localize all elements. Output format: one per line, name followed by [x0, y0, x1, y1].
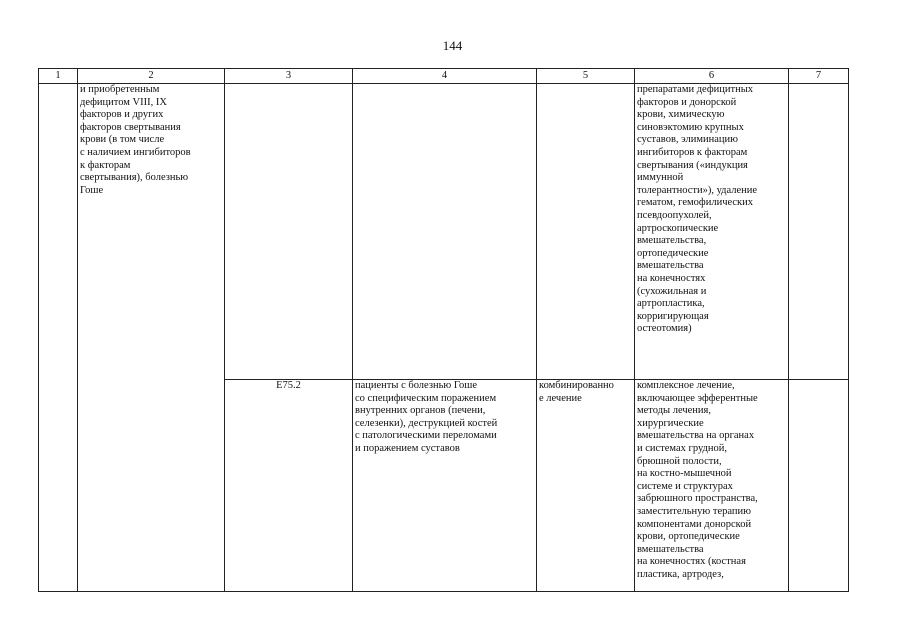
row-2-col-3: E75.2: [225, 380, 353, 592]
row-1-col-4: [353, 84, 537, 380]
row-1-col-6: препаратами дефицитных факторов и донорской крови, химическую синовэктомию крупных суставов, элиминацию ингибиторов к факторам свертывания («индукция иммунной толерантности»), удаление гематом, гемофилических псевдоопухолей, артроскопические вмешательства, ортопедические вмешательства на конечностях (сухожильная и артропластика, корригирующая остеотомия): [635, 84, 789, 380]
row-1-col-1: [39, 84, 78, 592]
header-col-7: 7: [789, 69, 849, 84]
row-2-col-5: комбинированно е лечение: [537, 380, 635, 592]
row-2-col-7: [789, 380, 849, 592]
row-1-col-3: [225, 84, 353, 380]
header-col-5: 5: [537, 69, 635, 84]
header-col-1: 1: [39, 69, 78, 84]
row-1-col-2: и приобретенным дефицитом VIII, IX факторов и других факторов свертывания крови (в том числе с наличием ингибиторов к факторам свертывания), болезнью Гоше: [78, 84, 225, 592]
document-table: [38, 68, 849, 592]
row-2-col-4: пациенты с болезнью Гоше со специфическим поражением внутренних органов (печени, селезенки), деструкцией костей с патологическими переломами и поражением суставов: [353, 380, 537, 592]
table-header-row: [39, 69, 849, 84]
row-2-col-6: комплексное лечение, включающее эфферентные методы лечения, хирургические вмешательства на органах и системах грудной, брюшной полости, на костно-мышечной системе и структурах забрюшного пространства, заместительную терапию компонентами донорской крови, ортопедические вмешательства на конечностях (костная пластика, артродез,: [635, 380, 789, 592]
header-col-2: 2: [78, 69, 225, 84]
header-col-3: 3: [225, 69, 353, 84]
page-number: 144: [442, 38, 463, 53]
header-col-4: 4: [353, 69, 537, 84]
row-1-col-7: [789, 84, 849, 380]
table-row: [39, 84, 849, 380]
row-1-col-5: [537, 84, 635, 380]
header-col-6: 6: [635, 69, 789, 84]
